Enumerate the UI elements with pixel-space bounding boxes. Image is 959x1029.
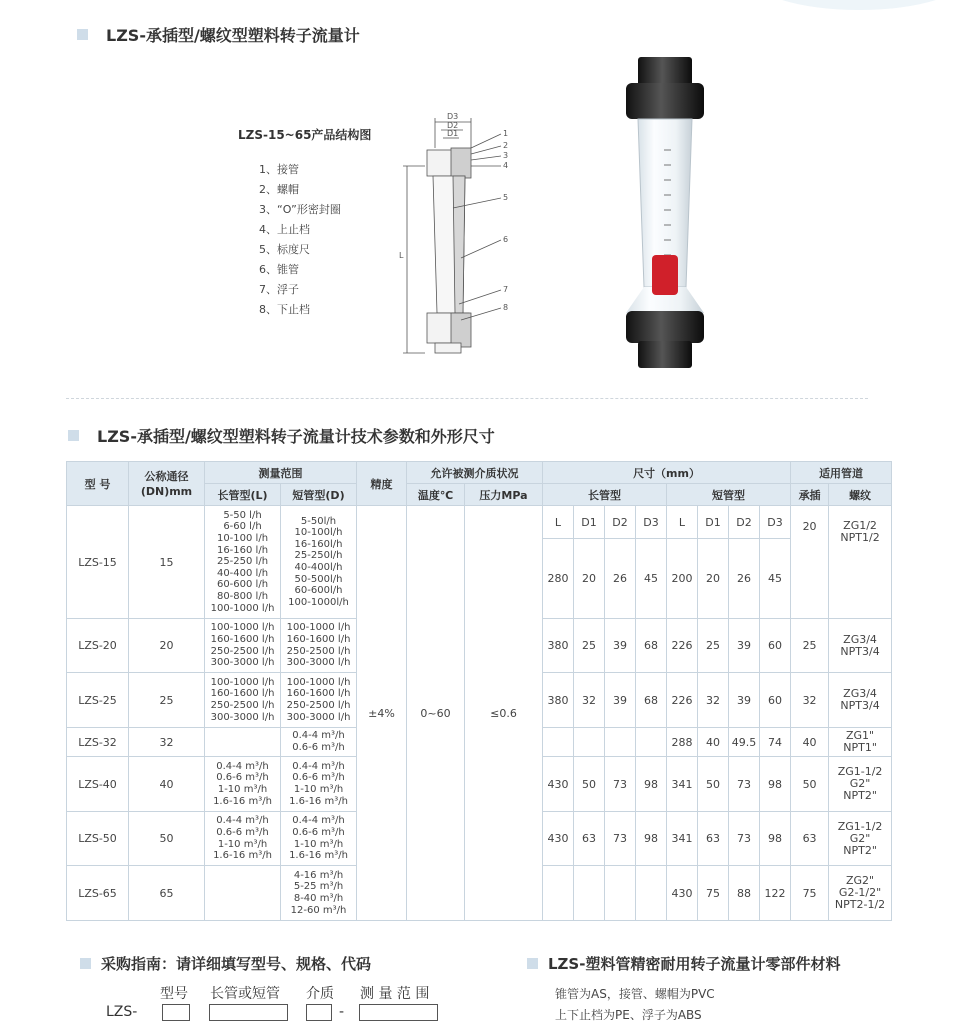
cell-thread: ZG3/4 NPT3/4 bbox=[829, 619, 892, 673]
spec-table bbox=[66, 461, 892, 921]
dim-col-header: D3 bbox=[636, 506, 667, 539]
spec-table-title: LZS-承插型/螺纹型塑料转子流量计技术参数和外形尺寸 bbox=[97, 427, 495, 446]
materials-line: 上下止档为PE、浮子为ABS bbox=[555, 1008, 702, 1022]
part-item: 8、下止档 bbox=[259, 303, 310, 316]
cell-dim: 430 bbox=[667, 866, 698, 921]
cell-dim: 50 bbox=[574, 757, 605, 812]
cell-model: LZS-25 bbox=[67, 673, 129, 728]
model-prefix: LZS- bbox=[106, 1004, 138, 1020]
cell-dim: 63 bbox=[574, 812, 605, 866]
decorative-arc bbox=[749, 0, 959, 10]
model-input-box[interactable] bbox=[162, 1004, 190, 1021]
cell-range-long: 0.4-4 m³/h 0.6-6 m³/h 1-10 m³/h 1.6-16 m³/h bbox=[205, 757, 281, 812]
cell-dim: 50 bbox=[698, 757, 729, 812]
range-input-box[interactable] bbox=[359, 1004, 438, 1021]
cell-range-short: 0.4-4 m³/h 0.6-6 m³/h 1-10 m³/h 1.6-16 m³/h bbox=[281, 812, 357, 866]
cell-dim: 341 bbox=[667, 812, 698, 866]
cell-model: LZS-50 bbox=[67, 812, 129, 866]
cell-dim: 26 bbox=[729, 539, 760, 619]
materials-title: LZS-塑料管精密耐用转子流量计零部件材料 bbox=[548, 955, 841, 973]
dim-label: L bbox=[399, 251, 404, 260]
cell-range-short: 5-50l/h 10-100l/h 16-160l/h 25-250l/h 40-400l/h 50-500l/h 60-600l/h 100-1000l/h bbox=[281, 506, 357, 619]
cell-dim: 73 bbox=[729, 812, 760, 866]
cell-dim: 73 bbox=[605, 812, 636, 866]
cell-dim: 98 bbox=[636, 757, 667, 812]
cell-dim: 20 bbox=[574, 539, 605, 619]
cell-dn: 65 bbox=[129, 866, 205, 921]
dim-col-header: L bbox=[667, 506, 698, 539]
section-title-spec bbox=[68, 424, 495, 447]
cell-socket: 20 bbox=[791, 506, 829, 619]
cell-dim: 60 bbox=[760, 619, 791, 673]
part-item: 1、接管 bbox=[259, 163, 299, 176]
cell-temp: 0~60 bbox=[407, 506, 465, 921]
cell-dn: 40 bbox=[129, 757, 205, 812]
cell-dim: 430 bbox=[543, 757, 574, 812]
cell-dim: 380 bbox=[543, 673, 574, 728]
callout-number: 7 bbox=[503, 285, 509, 294]
bullet-square-icon bbox=[527, 958, 538, 969]
callout-number: 8 bbox=[503, 303, 509, 312]
cell-range-long: 0.4-4 m³/h 0.6-6 m³/h 1-10 m³/h 1.6-16 m³/h bbox=[205, 812, 281, 866]
cell-dim: 341 bbox=[667, 757, 698, 812]
cell-range-short: 4-16 m³/h 5-25 m³/h 8-40 m³/h 12-60 m³/h bbox=[281, 866, 357, 921]
callout-number: 5 bbox=[503, 193, 509, 202]
header-model: 型 号 bbox=[67, 462, 129, 506]
cell-dim: 20 bbox=[698, 539, 729, 619]
cell-dim: 68 bbox=[636, 673, 667, 728]
cell-dn: 20 bbox=[129, 619, 205, 673]
bullet-square-icon bbox=[77, 29, 88, 40]
cell-dim bbox=[605, 866, 636, 921]
cell-dim: 430 bbox=[543, 812, 574, 866]
dim-col-header: D2 bbox=[605, 506, 636, 539]
separator-dash: - bbox=[339, 1004, 345, 1020]
callout-number: 2 bbox=[503, 141, 509, 150]
cell-dim: 32 bbox=[698, 673, 729, 728]
callout-number: 6 bbox=[503, 235, 509, 244]
cell-dim: 288 bbox=[667, 728, 698, 757]
cell-dn: 25 bbox=[129, 673, 205, 728]
callout-number: 3 bbox=[503, 151, 509, 160]
materials-line: 锥管为AS，接管、螺帽为PVC bbox=[555, 987, 715, 1001]
bullet-square-icon bbox=[80, 958, 91, 969]
header-range: 测量范围 bbox=[205, 462, 357, 484]
cell-dim: 25 bbox=[698, 619, 729, 673]
dim-col-header: L bbox=[543, 506, 574, 539]
cell-dn: 15 bbox=[129, 506, 205, 619]
cell-pressure: ≤0.6 bbox=[465, 506, 543, 921]
dim-col-header: D1 bbox=[698, 506, 729, 539]
cell-thread: ZG1/2 NPT1/2 bbox=[829, 506, 892, 619]
cell-dim bbox=[636, 866, 667, 921]
cell-range-long: 100-1000 l/h 160-1600 l/h 250-2500 l/h 300-3000 l/h bbox=[205, 619, 281, 673]
cell-model: LZS-65 bbox=[67, 866, 129, 921]
diagram-title: LZS-15~65产品结构图 bbox=[238, 128, 372, 142]
dim-col-header: D3 bbox=[760, 506, 791, 539]
cell-range-long: 5-50 l/h 6-60 l/h 10-100 l/h 16-160 l/h 25-250 l/h 40-400 l/h 60-600 l/h 80-800 l/h 100-1000 l/h bbox=[205, 506, 281, 619]
cell-dim: 280 bbox=[543, 539, 574, 619]
cell-dim bbox=[543, 728, 574, 757]
part-item: 6、锥管 bbox=[259, 263, 299, 276]
cell-dim: 226 bbox=[667, 619, 698, 673]
cell-dim: 88 bbox=[729, 866, 760, 921]
label-medium: 介质 bbox=[306, 986, 334, 1002]
cell-dim bbox=[574, 866, 605, 921]
cell-dim: 74 bbox=[760, 728, 791, 757]
parts-list bbox=[259, 160, 341, 320]
header-pressure: 压力MPa bbox=[465, 484, 543, 506]
dim-label: D3 bbox=[447, 112, 459, 121]
header-size: 尺寸（mm） bbox=[543, 462, 791, 484]
header-size-long: 长管型 bbox=[543, 484, 667, 506]
cell-dim: 45 bbox=[760, 539, 791, 619]
cell-dim bbox=[605, 728, 636, 757]
cell-dim: 200 bbox=[667, 539, 698, 619]
cell-dim: 32 bbox=[574, 673, 605, 728]
cell-range-short: 100-1000 l/h 160-1600 l/h 250-2500 l/h 300-3000 l/h bbox=[281, 619, 357, 673]
cell-dim: 73 bbox=[605, 757, 636, 812]
cell-socket: 40 bbox=[791, 728, 829, 757]
cell-accuracy: ±4% bbox=[357, 506, 407, 921]
cell-dim: 39 bbox=[729, 673, 760, 728]
cell-dim: 39 bbox=[729, 619, 760, 673]
part-item: 3、“O”形密封圈 bbox=[259, 203, 341, 216]
cell-range-long bbox=[205, 728, 281, 757]
cell-range-short: 100-1000 l/h 160-1600 l/h 250-2500 l/h 300-3000 l/h bbox=[281, 673, 357, 728]
cell-socket: 32 bbox=[791, 673, 829, 728]
dim-label: D2 bbox=[447, 121, 459, 130]
cell-dim: 98 bbox=[760, 757, 791, 812]
bullet-square-icon bbox=[68, 430, 79, 441]
cell-dim: 60 bbox=[760, 673, 791, 728]
header-long: 长管型(L) bbox=[205, 484, 281, 506]
dim-col-header: D1 bbox=[574, 506, 605, 539]
header-medium: 允许被测介质状况 bbox=[407, 462, 543, 484]
cell-dim: 49.5 bbox=[729, 728, 760, 757]
cell-dim: 98 bbox=[636, 812, 667, 866]
label-model: 型号 bbox=[160, 986, 188, 1002]
label-tube-type: 长管或短管 bbox=[210, 986, 280, 1002]
cell-thread: ZG1-1/2 G2" NPT2" bbox=[829, 812, 892, 866]
cell-dim: 122 bbox=[760, 866, 791, 921]
cell-dim: 39 bbox=[605, 619, 636, 673]
cell-socket: 63 bbox=[791, 812, 829, 866]
cell-dim: 63 bbox=[698, 812, 729, 866]
cell-range-short: 0.4-4 m³/h 0.6-6 m³/h 1-10 m³/h 1.6-16 m³/h bbox=[281, 757, 357, 812]
medium-input-box[interactable] bbox=[306, 1004, 332, 1021]
cell-thread: ZG1-1/2 G2" NPT2" bbox=[829, 757, 892, 812]
header-accuracy: 精度 bbox=[357, 462, 407, 506]
cell-range-long bbox=[205, 866, 281, 921]
label-range: 测 量 范 围 bbox=[360, 986, 430, 1002]
section-title-materials bbox=[527, 953, 840, 974]
cell-thread: ZG3/4 NPT3/4 bbox=[829, 673, 892, 728]
cell-model: LZS-20 bbox=[67, 619, 129, 673]
product-title: LZS-承插型/螺纹型塑料转子流量计 bbox=[106, 26, 360, 45]
cell-socket: 75 bbox=[791, 866, 829, 921]
callout-number: 4 bbox=[503, 161, 509, 170]
part-item: 2、螺帽 bbox=[259, 183, 299, 196]
structure-diagram bbox=[395, 108, 525, 360]
cell-dim: 68 bbox=[636, 619, 667, 673]
cell-dim: 98 bbox=[760, 812, 791, 866]
cell-dim bbox=[636, 728, 667, 757]
section-title-purchase bbox=[80, 953, 371, 974]
cell-dim: 39 bbox=[605, 673, 636, 728]
separator-line bbox=[66, 398, 868, 399]
cell-dim: 226 bbox=[667, 673, 698, 728]
dim-col-header: D2 bbox=[729, 506, 760, 539]
cell-thread: ZG2" G2-1/2" NPT2-1/2 bbox=[829, 866, 892, 921]
cell-model: LZS-15 bbox=[67, 506, 129, 619]
header-short: 短管型(D) bbox=[281, 484, 357, 506]
header-thread: 螺纹 bbox=[829, 484, 892, 506]
header-dn: 公称通径 (DN)mm bbox=[129, 462, 205, 506]
cell-dim: 75 bbox=[698, 866, 729, 921]
part-item: 4、上止档 bbox=[259, 223, 310, 236]
cell-dim bbox=[574, 728, 605, 757]
cell-dim: 40 bbox=[698, 728, 729, 757]
cell-dn: 32 bbox=[129, 728, 205, 757]
callout-number: 1 bbox=[503, 129, 509, 138]
product-photo bbox=[600, 55, 730, 370]
cell-thread: ZG1" NPT1" bbox=[829, 728, 892, 757]
header-pipe: 适用管道 bbox=[791, 462, 892, 484]
cell-dim: 380 bbox=[543, 619, 574, 673]
cell-model: LZS-32 bbox=[67, 728, 129, 757]
header-socket: 承插 bbox=[791, 484, 829, 506]
cell-dim: 45 bbox=[636, 539, 667, 619]
cell-range-short: 0.4-4 m³/h 0.6-6 m³/h bbox=[281, 728, 357, 757]
purchase-title: 采购指南：请详细填写型号、规格、代码 bbox=[101, 955, 372, 973]
dim-label: D1 bbox=[447, 129, 459, 138]
cell-dim: 26 bbox=[605, 539, 636, 619]
cell-model: LZS-40 bbox=[67, 757, 129, 812]
cell-socket: 25 bbox=[791, 619, 829, 673]
part-item: 7、浮子 bbox=[259, 283, 299, 296]
cell-range-long: 100-1000 l/h 160-1600 l/h 250-2500 l/h 300-3000 l/h bbox=[205, 673, 281, 728]
cell-dim bbox=[543, 866, 574, 921]
tube-type-input-box[interactable] bbox=[209, 1004, 288, 1021]
cell-dim: 73 bbox=[729, 757, 760, 812]
cell-dim: 25 bbox=[574, 619, 605, 673]
header-temp: 温度℃ bbox=[407, 484, 465, 506]
part-item: 5、标度尺 bbox=[259, 243, 310, 256]
cell-socket: 50 bbox=[791, 757, 829, 812]
header-size-short: 短管型 bbox=[667, 484, 791, 506]
cell-dn: 50 bbox=[129, 812, 205, 866]
section-title-product bbox=[77, 23, 360, 46]
